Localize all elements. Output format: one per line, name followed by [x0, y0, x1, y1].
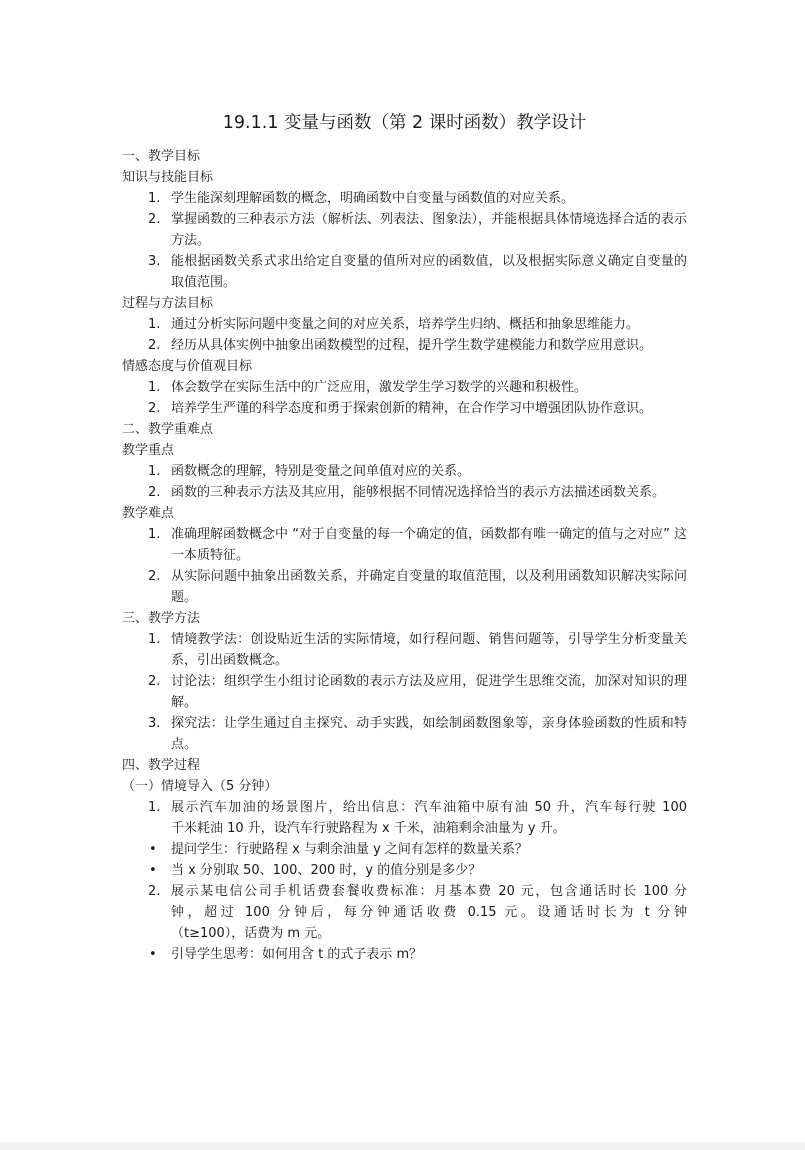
list-text: 函数的三种表示方法及其应用，能够根据不同情况选择恰当的表示方法描述函数关系。	[171, 485, 666, 500]
list-item	[122, 461, 687, 482]
list-item	[122, 713, 687, 755]
list-text: 讨论法：组织学生小组讨论函数的表示方法及应用，促进学生思维交流，加深对知识的理解。	[171, 674, 687, 710]
list-item	[122, 881, 687, 944]
list-item	[122, 209, 687, 251]
list-number: 2.	[148, 212, 161, 227]
list-text-line: 展示某电信公司手机话费套餐收费标准：月基本费 20 元，包含通话时长 100 分	[171, 884, 687, 899]
bullet-text: 提问学生：行驶路程 x 与剩余油量 y 之间有怎样的数量关系？	[171, 842, 528, 857]
list-item	[122, 671, 687, 713]
list-text: 函数概念的理解，特别是变量之间单值对应的关系。	[171, 464, 471, 479]
list-number: 1.	[148, 800, 161, 815]
list-text-line: （t≥100），话费为 m 元。	[171, 926, 331, 941]
list-text-line: 展示汽车加油的场景图片，给出信息：汽车油箱中原有油 50 升，汽车每行驶 100	[171, 800, 687, 815]
list-number: 1.	[148, 527, 161, 542]
list-number: 2.	[148, 401, 161, 416]
subheading-scenario-intro: （一）情境导入（5 分钟）	[122, 779, 278, 794]
section-heading-methods: 三、教学方法	[122, 611, 201, 626]
list-number: 2.	[148, 884, 161, 899]
list-text: 情境教学法：创设贴近生活的实际情境，如行程问题、销售问题等，引导学生分析变量关系，引出函数概念。	[171, 632, 687, 668]
list-text: 掌握函数的三种表示方法（解析法、列表法、图象法），并能根据具体情境选择合适的表示方法。	[171, 212, 687, 248]
bullet-mark: •	[149, 863, 157, 878]
bullet-item	[122, 944, 687, 965]
list-item	[122, 398, 687, 419]
list-text: 体会数学在实际生活中的广泛应用，激发学生学习数学的兴趣和积极性。	[171, 380, 588, 395]
bullet-text: 引导学生思考：如何用含 t 的式子表示 m？	[171, 947, 423, 962]
list-number: 1.	[148, 380, 161, 395]
subheading-attitude-values: 情感态度与价值观目标	[122, 359, 253, 374]
bullet-mark: •	[149, 842, 157, 857]
list-item	[122, 314, 687, 335]
list-number: 3.	[148, 254, 161, 269]
list-text: 从实际问题中抽象出函数关系，并确定自变量的取值范围，以及利用函数知识解决实际问题。	[171, 569, 687, 605]
list-item	[122, 524, 687, 566]
list-text: 探究法：让学生通过自主探究、动手实践，如绘制函数图象等，亲身体验函数的性质和特点。	[171, 716, 687, 752]
section-heading-process: 四、教学过程	[122, 758, 201, 773]
list-number: 1.	[148, 632, 161, 647]
list-number: 2.	[148, 485, 161, 500]
list-item	[122, 629, 687, 671]
list-text: 能根据函数关系式求出给定自变量的值所对应的函数值，以及根据实际意义确定自变量的取值范围。	[171, 254, 687, 290]
list-item	[122, 797, 687, 839]
list-number: 1.	[148, 317, 161, 332]
bullet-item	[122, 860, 687, 881]
list-text-line: 千米耗油 10 升，设汽车行驶路程为 x 千米，油箱剩余油量为 y 升。	[171, 821, 566, 836]
list-number: 3.	[148, 716, 161, 731]
list-number: 1.	[148, 464, 161, 479]
section-heading-objectives: 一、教学目标	[122, 149, 201, 164]
subheading-knowledge-skills: 知识与技能目标	[122, 170, 214, 185]
subheading-key-points: 教学重点	[122, 443, 175, 458]
list-number: 2.	[148, 338, 161, 353]
list-item	[122, 251, 687, 293]
list-item	[122, 335, 687, 356]
list-text: 准确理解函数概念中 “对于自变量的每一个确定的值，函数都有唯一确定的值与之对应” 这一本质特征。	[171, 527, 687, 563]
list-item	[122, 482, 687, 503]
list-item	[122, 566, 687, 608]
list-item	[122, 188, 687, 209]
list-number: 1.	[148, 191, 161, 206]
bullet-item	[122, 839, 687, 860]
list-text-line: 钟，超过 100 分钟后，每分钟通话收费 0.15 元。设通话时长为 t 分钟	[171, 905, 687, 920]
list-text: 培养学生严谨的科学态度和勇于探索创新的精神，在合作学习中增强团队协作意识。	[171, 401, 653, 416]
bullet-text: 当 x 分别取 50、100、200 时，y 的值分别是多少？	[171, 863, 482, 878]
document-title: 19.1.1 变量与函数（第 2 课时函数）教学设计	[222, 113, 587, 133]
subheading-difficult-points: 教学难点	[122, 506, 175, 521]
document-body	[122, 110, 687, 965]
list-number: 2.	[148, 569, 161, 584]
bullet-mark: •	[149, 947, 157, 962]
list-text: 通过分析实际问题中变量之间的对应关系，培养学生归纳、概括和抽象思维能力。	[171, 317, 640, 332]
subheading-process-method: 过程与方法目标	[122, 296, 214, 311]
list-text: 经历从具体实例中抽象出函数模型的过程，提升学生数学建模能力和数学应用意识。	[171, 338, 653, 353]
list-number: 2.	[148, 674, 161, 689]
list-text: 学生能深刻理解函数的概念，明确函数中自变量与函数值的对应关系。	[171, 191, 575, 206]
list-item	[122, 377, 687, 398]
section-heading-key-difficult: 二、教学重难点	[122, 422, 214, 437]
